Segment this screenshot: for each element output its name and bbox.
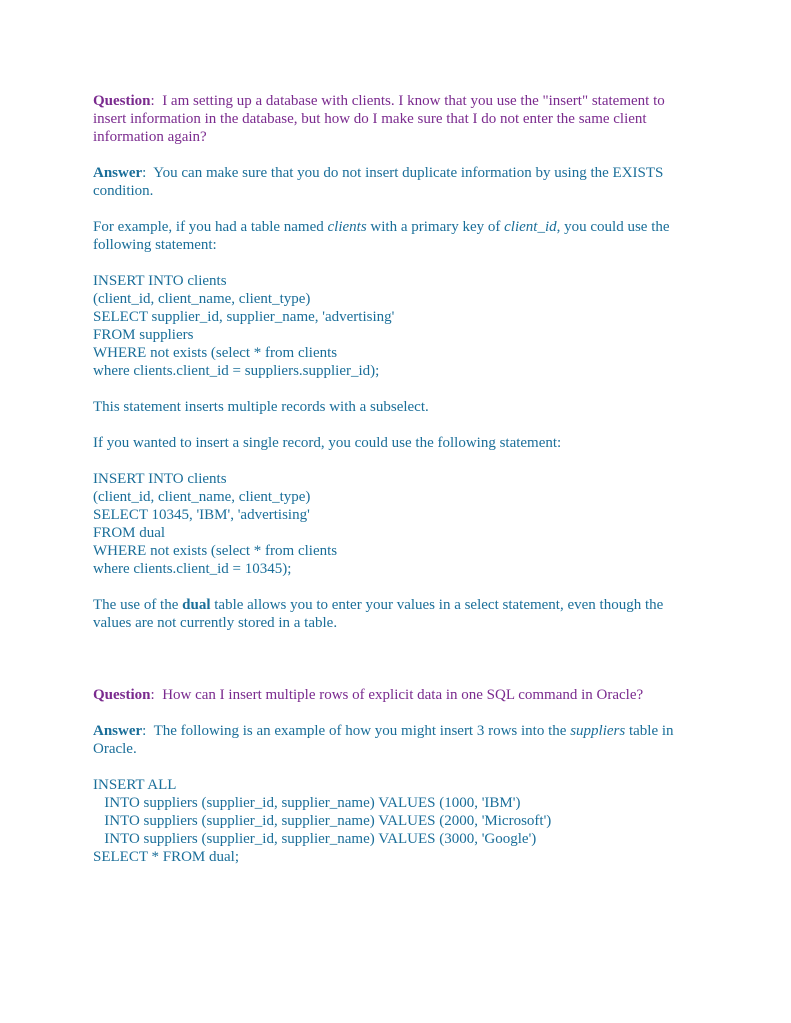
- answer-2: Answer: The following is an example of how you might insert 3 rows into the suppliers table in Oracle.: [93, 723, 674, 757]
- example-text-1: For example, if you had a table named: [93, 219, 328, 235]
- answer-1-label: Answer: [93, 165, 143, 181]
- example-text-3: , you could use the following statement:: [93, 219, 670, 253]
- answer-2-text-1: The following is an example of how you might insert 3 rows into the: [153, 723, 571, 739]
- answer-2-text-2: table in Oracle.: [93, 723, 674, 757]
- dual-text-1: The use of the: [93, 597, 183, 613]
- question-2-text: How can I insert multiple rows of explicit data in one SQL command in Oracle?: [162, 687, 644, 703]
- question-1-text: I am setting up a database with clients. I know that you use the "insert" statement to insert information in the database, but how do I make sure that I do not enter the same client information again?: [93, 93, 665, 145]
- question-1: Question: I am setting up a database with clients. I know that you use the "insert" statement to insert information in the database, but how do I make sure that I do not enter the same client information again?: [93, 93, 665, 145]
- code-block-1: [93, 272, 698, 380]
- answer-2-table-name: suppliers: [570, 723, 626, 739]
- code-line: where clients.client_id = 10345);: [93, 561, 292, 577]
- code-line: SELECT 10345, 'IBM', 'advertising': [93, 507, 310, 523]
- code-line: where clients.client_id = suppliers.supplier_id);: [93, 363, 380, 379]
- example-key-name: client_id: [504, 219, 557, 235]
- code-block-2: [93, 470, 698, 578]
- dual-keyword: dual: [182, 597, 211, 613]
- example-text-2: with a primary key of: [366, 219, 505, 235]
- code-line: (client_id, client_name, client_type): [93, 489, 311, 505]
- multi-record-paragraph: This statement inserts multiple records with a subselect.: [93, 399, 429, 415]
- answer-1: Answer: You can make sure that you do not insert duplicate information by using the EXISTS condition.: [93, 165, 664, 199]
- code-line: INTO suppliers (supplier_id, supplier_name) VALUES (1000, 'IBM'): [93, 795, 521, 811]
- answer-2-label: Answer: [93, 723, 143, 739]
- code-line: FROM suppliers: [93, 327, 194, 343]
- question-2-label: Question: [93, 687, 151, 703]
- code-line: FROM dual: [93, 525, 166, 541]
- example-paragraph: [93, 218, 698, 254]
- code-block-3: [93, 776, 698, 866]
- example-table-name: clients: [327, 219, 367, 235]
- document-content: [93, 92, 698, 866]
- question-2: Question: How can I insert multiple rows of explicit data in one SQL command in Oracle?: [93, 687, 644, 703]
- code-line: INSERT INTO clients: [93, 273, 227, 289]
- dual-text-2: table allows you to enter your values in a select statement, even though the values are not currently stored in a table.: [93, 597, 664, 631]
- code-line: WHERE not exists (select * from clients: [93, 543, 338, 559]
- code-line: INTO suppliers (supplier_id, supplier_name) VALUES (3000, 'Google'): [93, 831, 537, 847]
- code-line: WHERE not exists (select * from clients: [93, 345, 338, 361]
- answer-1-text: You can make sure that you do not insert duplicate information by using the EXISTS condition.: [93, 165, 664, 199]
- code-line: (client_id, client_name, client_type): [93, 291, 311, 307]
- question-1-label: Question: [93, 93, 151, 109]
- single-record-paragraph: If you wanted to insert a single record, you could use the following statement:: [93, 435, 562, 451]
- dual-table-paragraph: [93, 596, 698, 632]
- code-line: INTO suppliers (supplier_id, supplier_name) VALUES (2000, 'Microsoft'): [93, 813, 552, 829]
- code-line: SELECT supplier_id, supplier_name, 'advertising': [93, 309, 395, 325]
- code-line: INSERT INTO clients: [93, 471, 227, 487]
- code-line: INSERT ALL: [93, 777, 177, 793]
- code-line: SELECT * FROM dual;: [93, 849, 239, 865]
